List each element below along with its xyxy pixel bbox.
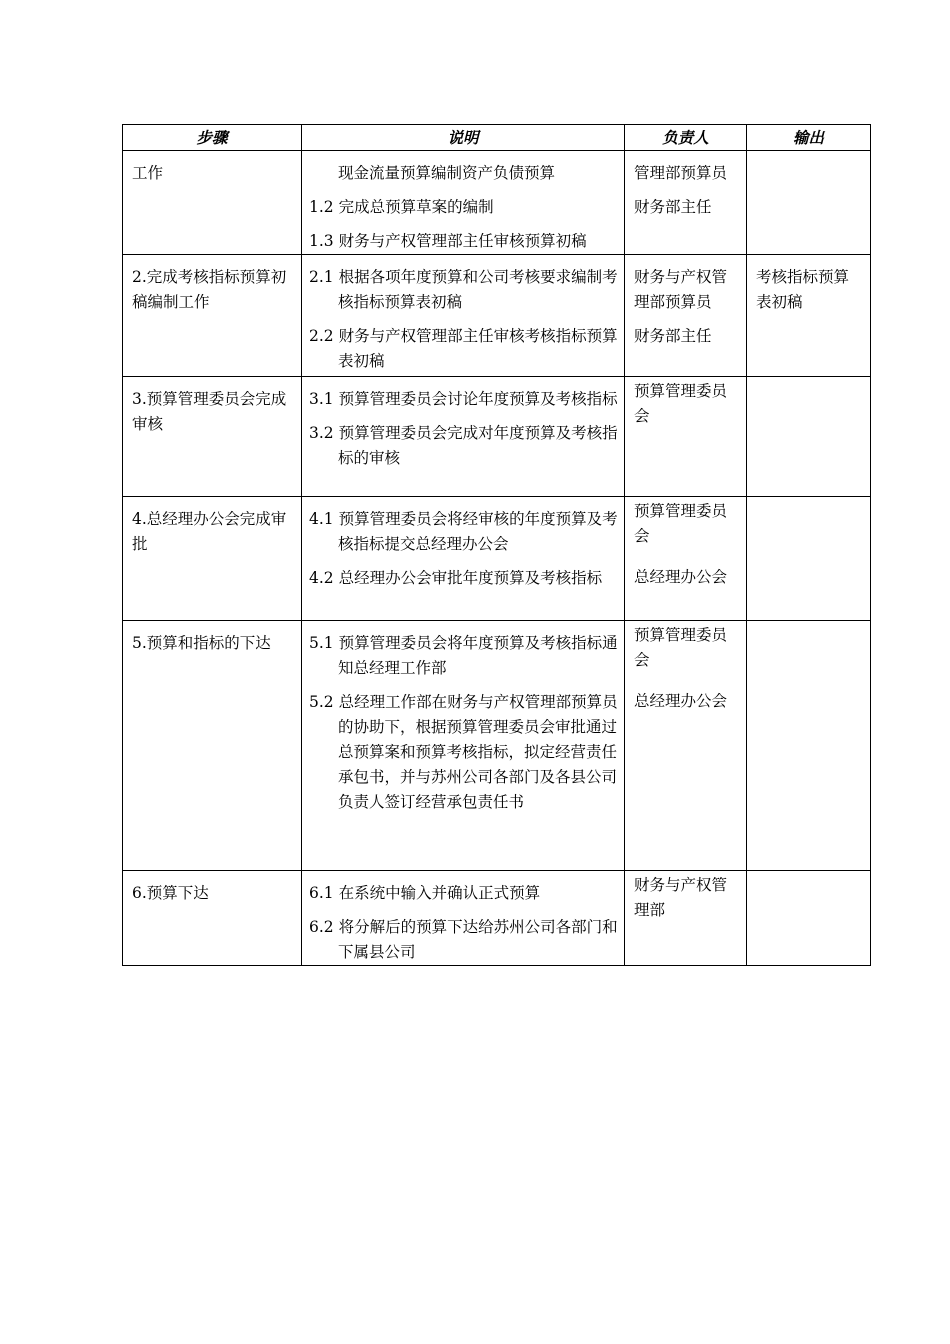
table-row	[123, 871, 871, 966]
owner-cell	[625, 621, 747, 871]
output-cell	[747, 871, 871, 966]
step-cell: 5.预算和指标的下达	[123, 621, 302, 871]
description-item: 2.2 财务与产权管理部主任审核考核指标预算表初稿	[309, 327, 618, 370]
step-cell: 2.完成考核指标预算初稿编制工作	[123, 255, 302, 377]
output-cell	[747, 497, 871, 621]
owner-item: 财务与产权管理部预算员	[634, 268, 728, 311]
owner-item: 预算管理委员会	[634, 502, 728, 545]
description-item: 4.1 预算管理委员会将经审核的年度预算及考核指标提交总经理办公会	[309, 510, 618, 553]
table-row	[123, 497, 871, 621]
output-cell: 考核指标预算表初稿	[747, 255, 871, 377]
owner-item: 总经理办公会	[634, 568, 728, 586]
owner-item: 财务部主任	[634, 198, 712, 216]
description-item: 3.1 预算管理委员会讨论年度预算及考核指标	[309, 390, 618, 408]
description-item: 6.2 将分解后的预算下达给苏州公司各部门和下属县公司	[309, 918, 618, 961]
description-item: 3.2 预算管理委员会完成对年度预算及考核指标的审核	[309, 424, 618, 467]
step-cell: 工作	[123, 151, 302, 255]
table-row	[123, 377, 871, 497]
description-item: 现金流量预算编制资产负债预算	[338, 164, 556, 182]
header-description: 说明	[302, 125, 625, 151]
owner-item: 预算管理委员会	[634, 382, 728, 425]
table-row	[123, 255, 871, 377]
description-cell	[302, 621, 625, 871]
table-row	[123, 151, 871, 255]
owner-item: 管理部预算员	[634, 164, 728, 182]
description-item: 4.2 总经理办公会审批年度预算及考核指标	[309, 569, 603, 587]
budget-process-table	[122, 124, 871, 966]
output-cell	[747, 621, 871, 871]
header-owner: 负责人	[625, 125, 747, 151]
description-item: 1.3 财务与产权管理部主任审核预算初稿	[309, 232, 587, 250]
description-cell	[302, 497, 625, 621]
owner-cell	[625, 871, 747, 966]
description-item: 2.1 根据各项年度预算和公司考核要求编制考核指标预算表初稿	[309, 268, 618, 311]
owner-cell	[625, 151, 747, 255]
description-item: 1.2 完成总预算草案的编制	[309, 198, 494, 216]
description-cell	[302, 871, 625, 966]
description-cell	[302, 151, 625, 255]
step-cell: 3.预算管理委员会完成审核	[123, 377, 302, 497]
description-item: 6.1 在系统中输入并确认正式预算	[309, 884, 541, 902]
header-output: 输出	[747, 125, 871, 151]
header-step: 步骤	[123, 125, 302, 151]
owner-item: 财务部主任	[634, 327, 712, 345]
output-cell	[747, 377, 871, 497]
owner-cell	[625, 255, 747, 377]
description-item: 5.2 总经理工作部在财务与产权管理部预算员的协助下，根据预算管理委员会审批通过总预算案和预算考核指标，拟定经营责任承包书，并与苏州公司各部门及各县公司负责人签订经营承包责任书	[309, 693, 618, 811]
description-cell	[302, 377, 625, 497]
table-header-row	[123, 125, 871, 151]
description-cell	[302, 255, 625, 377]
owner-cell	[625, 497, 747, 621]
description-item: 5.1 预算管理委员会将年度预算及考核指标通知总经理工作部	[309, 634, 618, 677]
output-cell	[747, 151, 871, 255]
step-cell: 4.总经理办公会完成审批	[123, 497, 302, 621]
table-row	[123, 621, 871, 871]
owner-item: 财务与产权管理部	[634, 876, 728, 919]
owner-cell	[625, 377, 747, 497]
owner-item: 预算管理委员会	[634, 626, 728, 669]
owner-item: 总经理办公会	[634, 692, 728, 710]
step-cell: 6.预算下达	[123, 871, 302, 966]
